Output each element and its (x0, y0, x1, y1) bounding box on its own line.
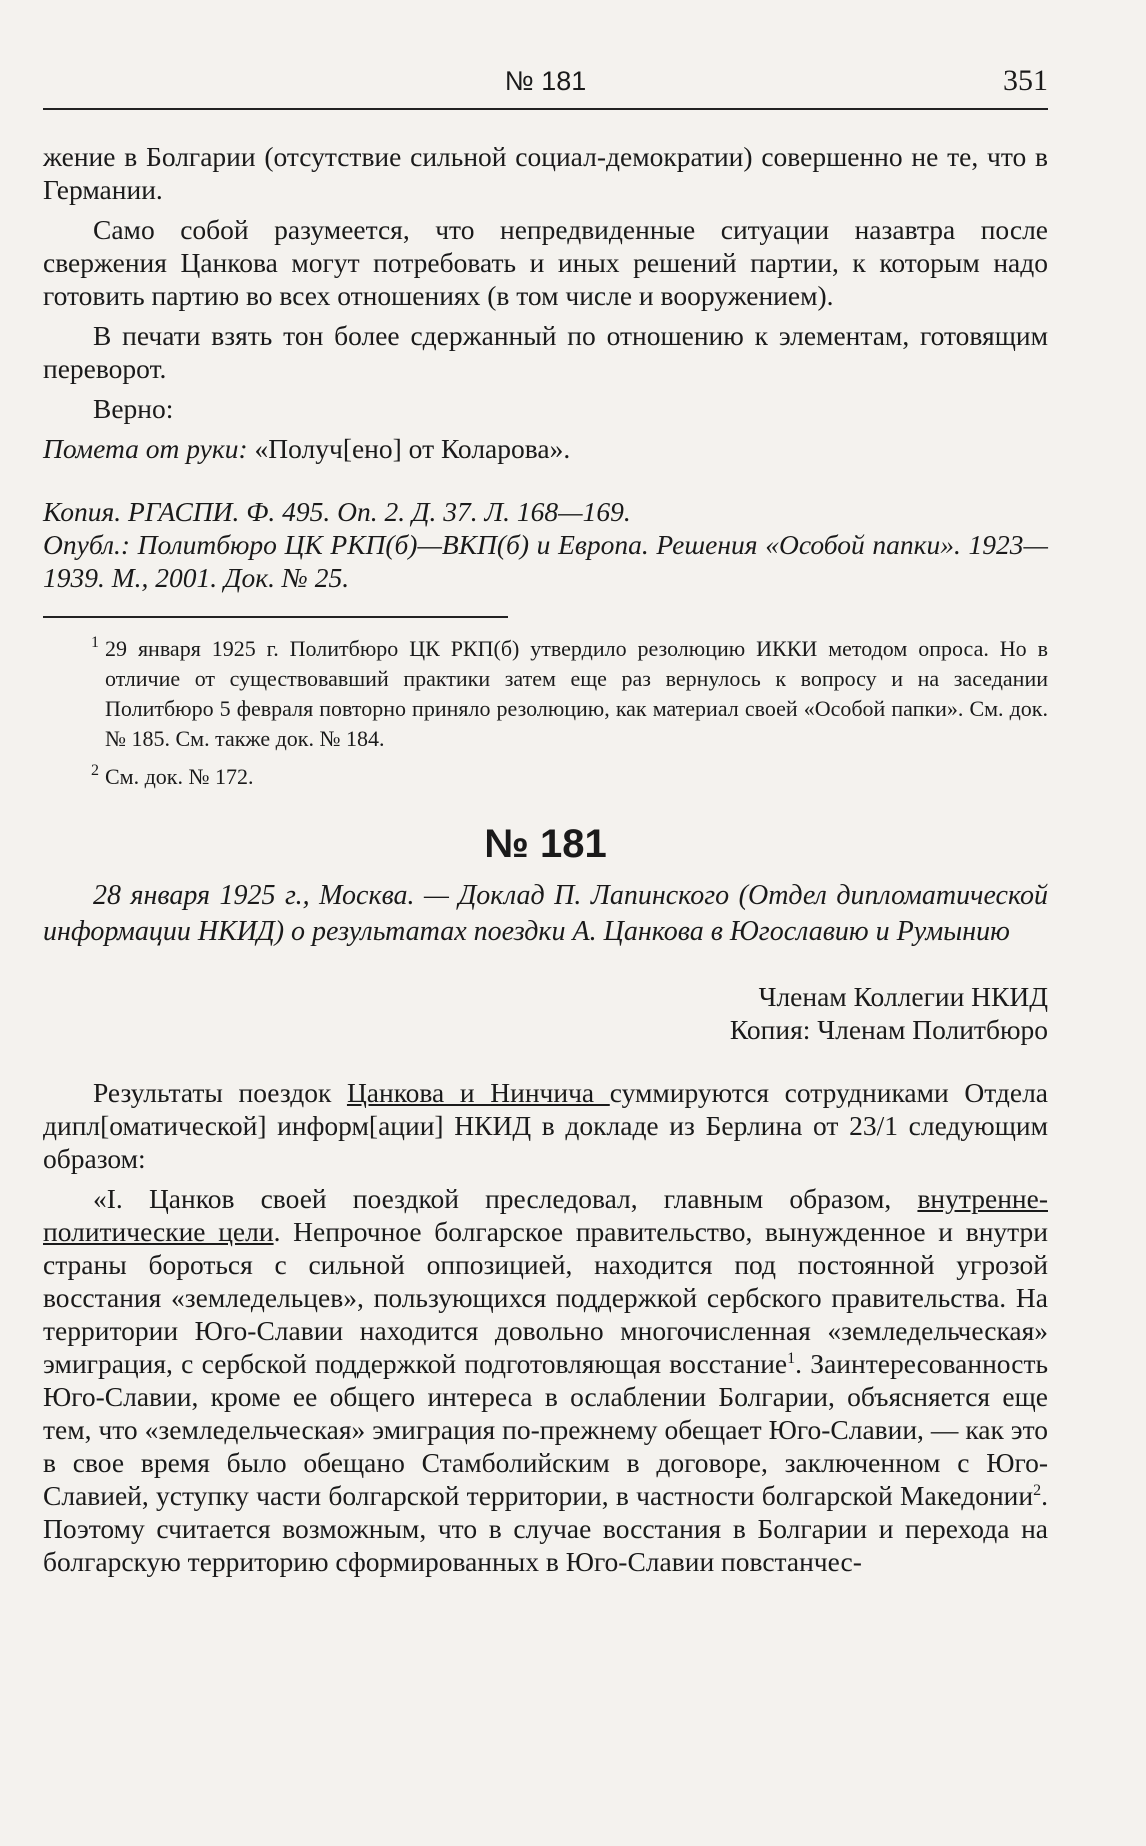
certified-label: Верно: (93, 393, 174, 424)
document-title: 28 января 1925 г., Москва. — Доклад П. Лапинского (Отдел дипломатической информации НКИД) о результатах поездки А. Цанкова в Югославию и Румынию (43, 880, 1048, 947)
text-run: суммируются сотрудниками Отдела дипл[оматической] информ[ации] НКИД в докладе из Берлина от 23/1 следующим образом: (43, 1077, 1048, 1174)
page-body (43, 140, 1048, 1585)
addressee: Членам Коллегии НКИД (758, 981, 1048, 1012)
footnote-mark: 2 (91, 762, 99, 779)
footnote-ref: 2 (1033, 1481, 1042, 1499)
paragraph: жение в Болгарии (отсутствие сильной социал-демократии) совершенно не те, что в Германии. (43, 141, 1048, 205)
footnote (43, 762, 1048, 792)
footnote-text: 29 января 1925 г. Политбюро ЦК РКП(б) утвердило резолюцию ИККИ методом опроса. Но в отличие от существовавший практики затем еще раз вернулось к вопросу и на заседании Политбюро 5 февраля повторно приняло резолюцию, как материал своей «Особой папки». См. док. № 185. См. также док. № 184. (105, 636, 1048, 751)
text-run: . Непрочное болгарское правительство, вынужденное и внутри страны бороться с сильной оппозицией, находится под постоянной угрозой восстания «земледельцев», пользующихся поддержкой сербского правительства. На территории Юго-Славии находится довольно многочисленная «земледельческая» эмиграция, с сербской поддержкой подготовляющая восстание (43, 1216, 1048, 1379)
publication-source: Опубл.: Политбюро ЦК РКП(б)—ВКП(б) и Европа. Решения «Особой папки». 1923—1939. М., 2001. Док. № 25. (43, 529, 1048, 593)
text-run: Результаты поездок (93, 1077, 347, 1108)
page-number: 351 (1003, 64, 1048, 97)
paragraph (43, 1182, 1048, 1578)
document-number: № 181 (484, 822, 607, 866)
running-header (43, 64, 1048, 110)
addressees (43, 980, 1048, 1046)
header-doc-number: № 181 (504, 66, 587, 96)
text-run: . Поэтому считается возможным, что в случае восстания в Болгарии и перехода на болгарскую территорию сформированных в Юго-Славии повстанчес- (43, 1480, 1048, 1577)
underlined-text: внутренне-политические цели (43, 1183, 1048, 1247)
archive-source: Копия. РГАСПИ. Ф. 495. Оп. 2. Д. 37. Л. 168—169. (43, 496, 631, 527)
footnote-separator (43, 616, 508, 618)
handwritten-note (43, 432, 1048, 465)
footnote-mark: 1 (91, 634, 99, 651)
paragraph: В печати взять тон более сдержанный по отношению к элементам, готовящим переворот. (43, 320, 1048, 384)
text-run: «I. Цанков своей поездкой преследовал, главным образом, (93, 1183, 918, 1214)
footnote-ref: 1 (787, 1349, 796, 1367)
addressee: Копия: Членам Политбюро (729, 1014, 1048, 1045)
paragraph: Само собой разумеется, что непредвиденные ситуации назавтра после свержения Цанкова могут потребовать и иных решений партии, к которым надо готовить партию во всех отношениях (в том числе и вооружением). (43, 214, 1048, 311)
note-label: Помета от руки: (43, 433, 248, 464)
paragraph (43, 1076, 1048, 1175)
underlined-text: Цанкова и Нинчича (346, 1077, 610, 1108)
footnote (43, 634, 1048, 754)
note-text: «Получ[ено] от Коларова». (247, 433, 571, 464)
text-run: . Заинтересованность Юго-Славии, кроме ее общего интереса в ослаблении Болгарии, объясняется еще тем, что «земледельческая» эмиграция по-прежнему обещает Юго-Славии, — как это в свое время было обещано Стамболийским в договоре, заключенном с Юго-Славией, уступку части болгарской территории, в частности болгарской Македонии (43, 1348, 1048, 1511)
footnote-text: См. док. № 172. (105, 764, 254, 789)
